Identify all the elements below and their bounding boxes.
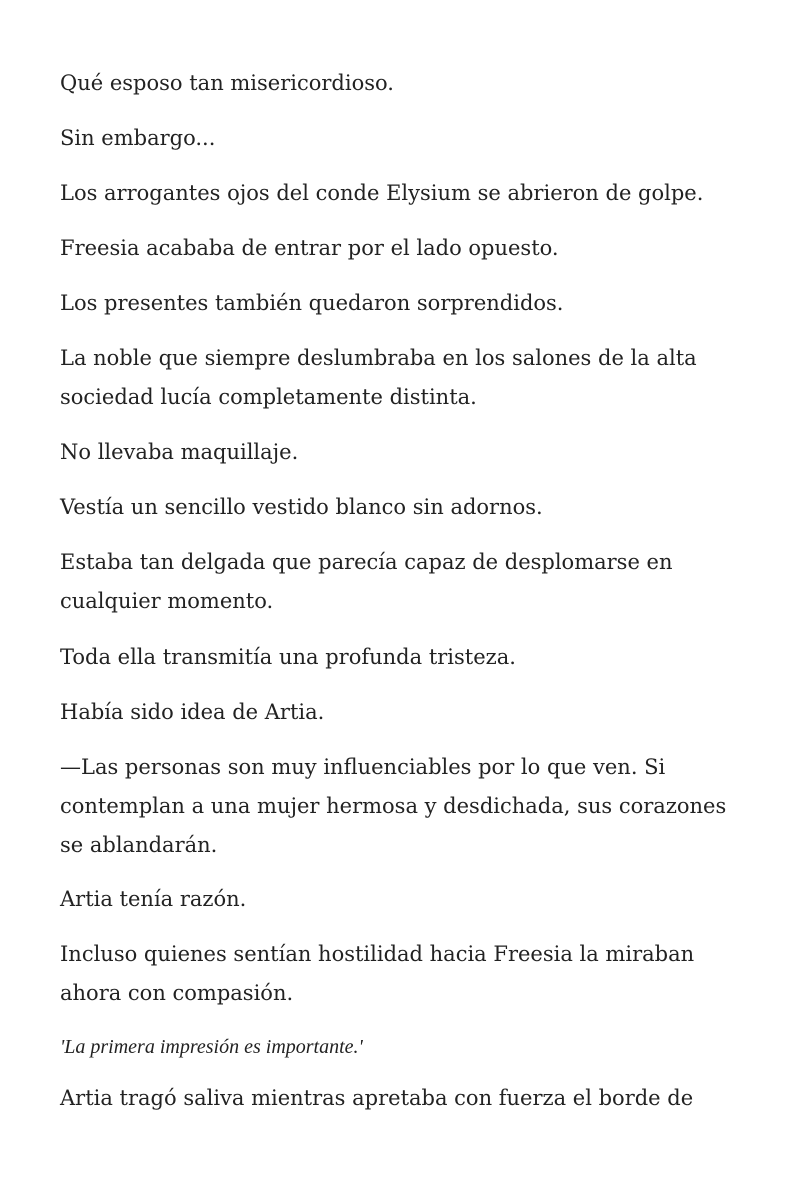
- paragraph: Vestía un sencillo vestido blanco sin adornos.: [60, 495, 543, 519]
- paragraph: Sin embargo...: [60, 126, 216, 150]
- paragraph: Toda ella transmitía una profunda tristeza.: [60, 645, 516, 669]
- paragraph: La noble que siempre deslumbraba en los salones de la alta sociedad lucía completamente distinta.: [60, 346, 697, 409]
- paragraph: Incluso quienes sentían hostilidad hacia Freesia la miraban ahora con compasión.: [60, 942, 695, 1005]
- paragraph: Freesia acababa de entrar por el lado opuesto.: [60, 236, 559, 260]
- paragraph: Qué esposo tan misericordioso.: [60, 71, 394, 95]
- paragraph: —Las personas son muy influenciables por lo que ven. Si contemplan a una mujer hermosa y desdichada, sus corazones se ablandarán.: [60, 755, 727, 857]
- paragraph: Los presentes también quedaron sorprendidos.: [60, 291, 564, 315]
- thought-quote: 'La primera impresión es importante.': [60, 1036, 363, 1058]
- paragraph: Estaba tan delgada que parecía capaz de desplomarse en cualquier momento.: [60, 550, 673, 613]
- paragraph: Artia tragó saliva mientras apretaba con fuerza el borde de: [60, 1086, 694, 1110]
- paragraph: Artia tenía razón.: [60, 887, 247, 911]
- paragraph: Los arrogantes ojos del conde Elysium se abrieron de golpe.: [60, 181, 704, 205]
- paragraph: No llevaba maquillaje.: [60, 440, 299, 464]
- paragraph: Había sido idea de Artia.: [60, 700, 325, 724]
